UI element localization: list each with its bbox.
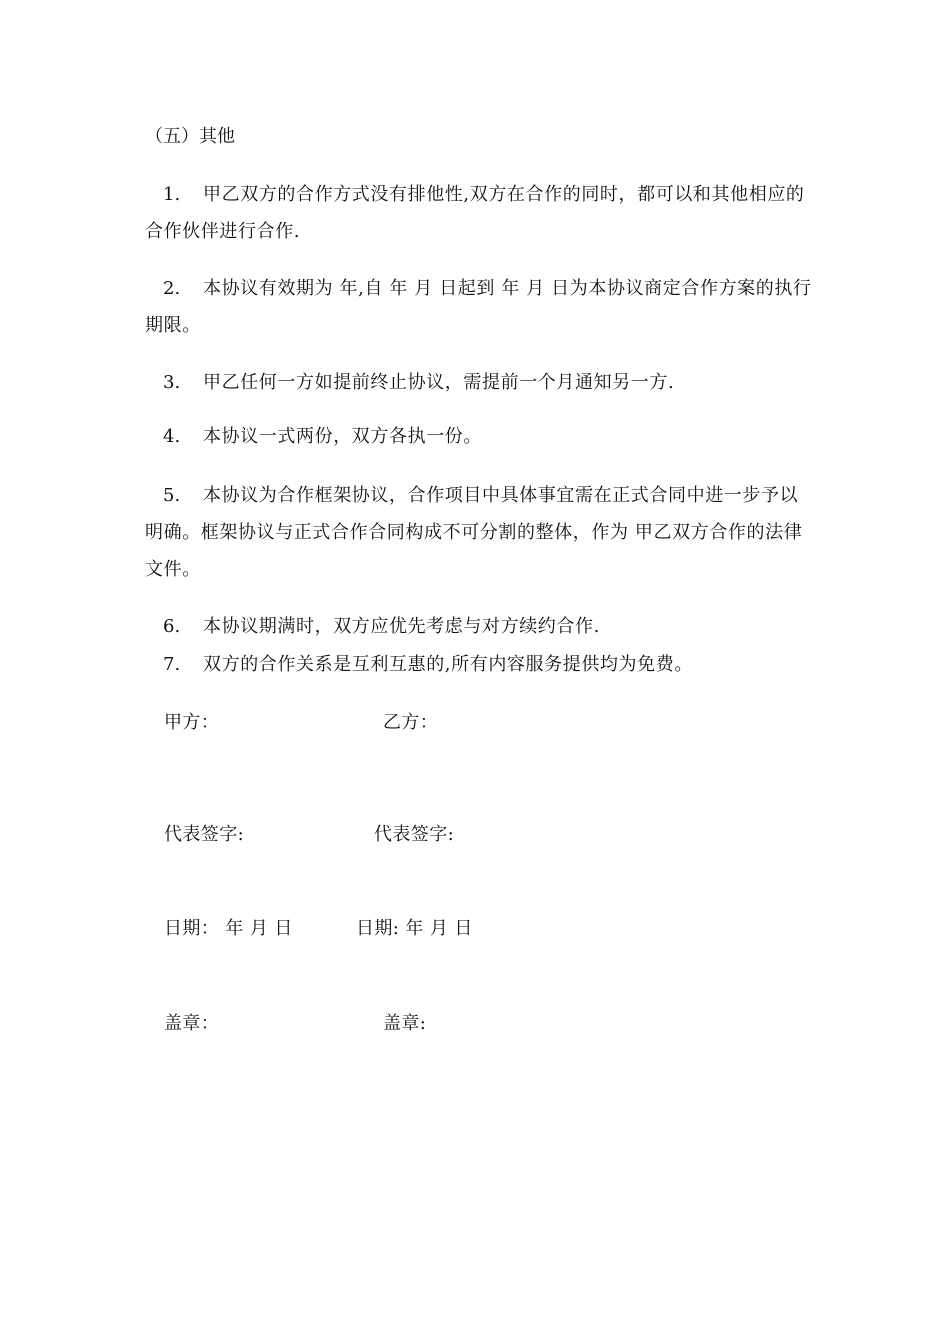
clause-4: [145, 418, 813, 455]
clause-number: 6.: [163, 616, 181, 637]
clause-text: 双方的合作关系是互利互惠的,所有内容服务提供均为免费。: [203, 654, 693, 675]
clause-1: [145, 176, 813, 250]
clause-3: [145, 364, 813, 401]
clause-number: 2.: [163, 278, 181, 299]
rep-b-signature-label: 代表签字:: [374, 824, 455, 845]
clause-number: 5.: [163, 485, 181, 506]
clause-6: [145, 608, 813, 645]
clause-text: 甲乙双方的合作方式没有排他性,双方在合作的同时，都可以和其他相应的合作伙伴进行合作.: [145, 184, 805, 242]
clause-text: 本协议期满时，双方应优先考虑与对方续约合作.: [203, 616, 600, 637]
section-heading: （五）其他: [145, 126, 235, 147]
clause-number: 1.: [163, 184, 181, 205]
clause-number: 4.: [163, 426, 181, 447]
seal-b-label: 盖章:: [383, 1013, 427, 1034]
clause-text: 本协议有效期为 年,自 年 月 日起到 年 月 日为本协议商定合作方案的执行期限。: [145, 278, 812, 336]
clause-number: 7.: [163, 654, 181, 675]
party-a-label: 甲方：: [164, 712, 220, 733]
clause-5: [145, 477, 813, 588]
seal-a-label: 盖章：: [164, 1013, 220, 1034]
clause-2: [145, 270, 813, 344]
clause-text: 本协议为合作框架协议，合作项目中具体事宜需在正式合同中进一步予以明确。框架协议与正式合作合同构成不可分割的整体，作为 甲乙双方合作的法律文件。: [145, 485, 803, 580]
clause-text: 本协议一式两份，双方各执一份。: [203, 426, 482, 447]
party-b-label: 乙方：: [383, 712, 439, 733]
clause-number: 3.: [163, 372, 181, 393]
date-a-label: 日期： 年 月 日: [164, 918, 293, 939]
clause-text: 甲乙任何一方如提前终止协议，需提前一个月通知另一方.: [203, 372, 675, 393]
rep-a-signature-label: 代表签字:: [164, 824, 245, 845]
date-b-label: 日期: 年 月 日: [356, 918, 473, 939]
clause-7: [145, 646, 813, 683]
